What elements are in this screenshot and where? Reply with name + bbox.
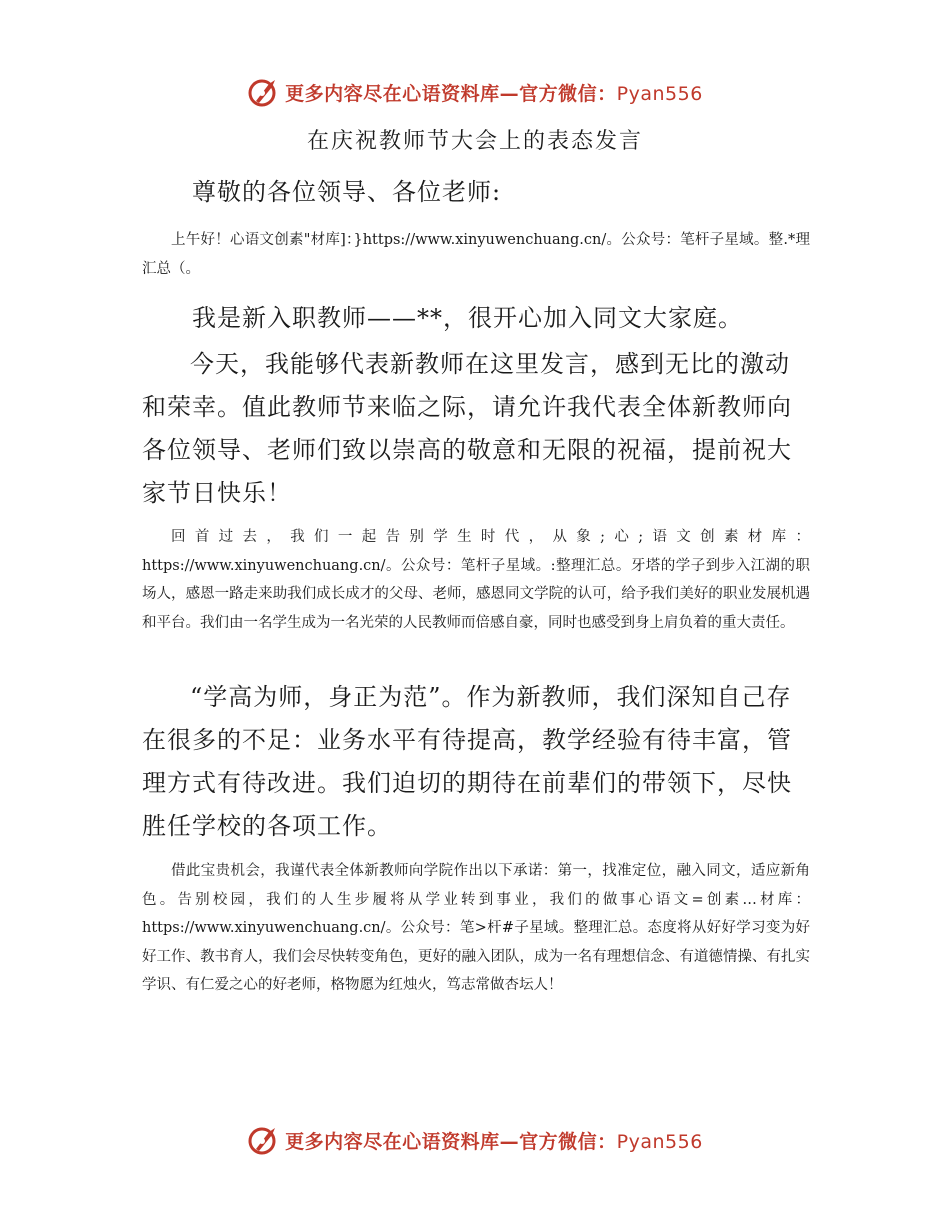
banner-text: 更多内容尽在心语资料库—官方微信：Pyan556: [285, 82, 703, 105]
header-banner: [0, 72, 950, 112]
paragraph-1: 上午好！心语文创素"材库]：}https://www.xinyuwenchuang.cn/。公众号：笔杆子星域。整.*理汇总（。: [142, 232, 810, 277]
paragraph-3: 今天，我能够代表新教师在这里发言，感到无比的激动和荣幸。值此教师节来临之际，请允许我代表全体新教师向各位领导、老师们致以崇高的敬意和无限的祝福，提前祝大家节日快乐！: [142, 350, 792, 507]
pen-logo-icon: [247, 1123, 281, 1157]
paragraph-4: 回首过去，我们一起告别学生时代，从象;心;语文创素材库：https://www.xinyuwenchuang.cn/。公众号：笔杆子星域。:整理汇总。牙塔的学子到步入江湖的职场人，感恩一路走来助我们成长成才的父母、老师，感恩同文学院的认可，给予我们美好的职业发展机遇和平台。我们由一名学生成为一名光荣的人民教师而倍感自豪，同时也感受到身上肩负着的重大责任。: [142, 529, 810, 631]
pen-logo-icon: [247, 75, 281, 109]
banner-text: 更多内容尽在心语资料库—官方微信：Pyan556: [285, 1130, 703, 1153]
paragraph-5: “学高为师，身正为范”。作为新教师，我们深知自己存在很多的不足：业务水平有待提高，教学经验有待丰富，管理方式有待改进。我们迫切的期待在前辈们的带领下，尽快胜任学校的各项工作。: [142, 683, 792, 840]
paragraph-6: 借此宝贵机会，我谨代表全体新教师向学院作出以下承诺：第一，找准定位，融入同文，适应新角色。告别校园，我们的人生步履将从学业转到事业，我们的做事心语文=创素…材库：https://www.xinyuwenchuang.cn/。公众号：笔>杆#子星域。整理汇总。态度将从好好学习变为好好工作、教书育人，我们会尽快转变角色，更好的融入团队，成为一名有理想信念、有道德情操、有扎实学识、有仁爱之心的好老师，格物愿为红烛火，笃志常做杏坛人！: [142, 863, 810, 993]
paragraph-2: 我是新入职教师——**，很开心加入同文大家庭。: [192, 304, 743, 332]
footer-banner: [0, 1120, 950, 1160]
document-title: 在庆祝教师节大会上的表态发言: [306, 129, 643, 154]
greeting: 尊敬的各位领导、各位老师:: [192, 178, 502, 206]
